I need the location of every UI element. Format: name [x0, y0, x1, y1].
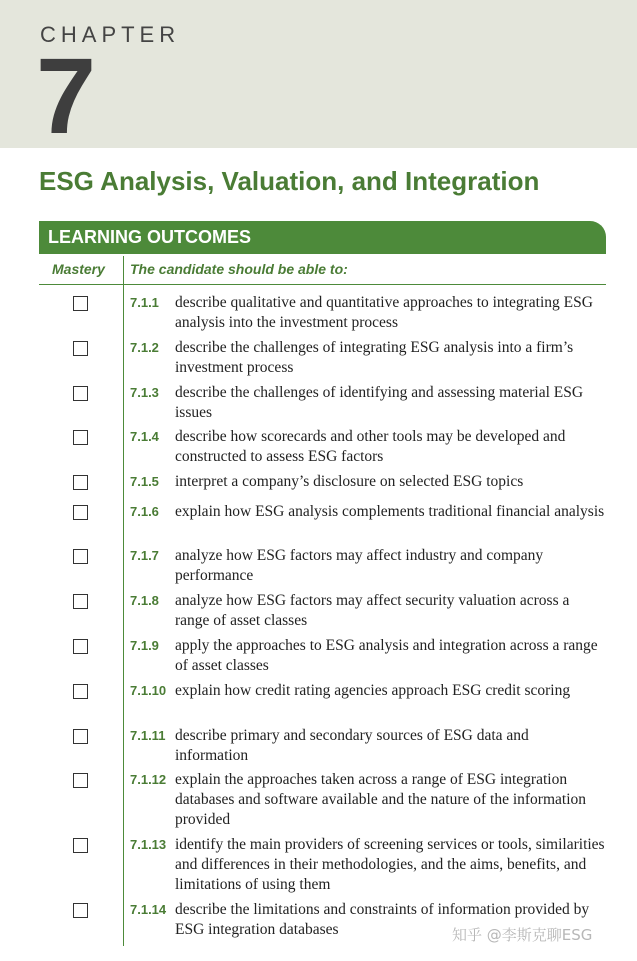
chapter-label: CHAPTER — [40, 22, 181, 47]
outcome-code: 7.1.10 — [130, 683, 167, 698]
outcome-text: interpret a company’s disclosure on selected ESG topics — [175, 473, 524, 490]
outcome-code: 7.1.6 — [130, 504, 159, 519]
mastery-checkbox[interactable] — [73, 386, 88, 401]
mastery-checkbox[interactable] — [73, 475, 88, 490]
learning-outcomes-title: LEARNING OUTCOMES — [48, 227, 252, 247]
chapter-band — [0, 0, 637, 156]
outcome-text: explain the approaches taken across a range of ESG integration databases and software available and the nature of the information provided — [175, 771, 587, 828]
outcome-code: 7.1.2 — [130, 340, 159, 355]
column-divider — [123, 256, 124, 946]
outcome-code: 7.1.9 — [130, 638, 159, 653]
outcome-code: 7.1.11 — [130, 728, 166, 743]
candidate-column-header: The candidate should be able to: — [130, 261, 348, 277]
outcome-text: describe how scorecards and other tools may be developed and constructed to assess ESG factors — [175, 428, 566, 465]
outcome-code: 7.1.7 — [130, 548, 159, 563]
learning-outcomes-header — [39, 221, 606, 254]
page-title: ESG Analysis, Valuation, and Integration — [39, 166, 540, 196]
outcome-code: 7.1.8 — [130, 593, 159, 608]
mastery-checkbox[interactable] — [73, 505, 88, 520]
mastery-checkbox[interactable] — [73, 639, 88, 654]
outcome-text: describe primary and secondary sources of ESG data and information — [175, 727, 529, 764]
mastery-checkbox[interactable] — [73, 296, 88, 311]
outcome-code: 7.1.13 — [130, 837, 167, 852]
mastery-checkbox[interactable] — [73, 838, 88, 853]
mastery-checkbox[interactable] — [73, 773, 88, 788]
outcome-text: explain how credit rating agencies approach ESG credit scoring — [175, 682, 571, 699]
outcome-text: apply the approaches to ESG analysis and integration across a range of asset classes — [175, 637, 598, 674]
outcome-code: 7.1.3 — [130, 385, 159, 400]
mastery-checkbox[interactable] — [73, 341, 88, 356]
mastery-column-header: Mastery — [52, 261, 105, 277]
mastery-checkbox[interactable] — [73, 684, 88, 699]
outcome-text: explain how ESG analysis complements traditional financial analysis — [175, 503, 605, 520]
outcome-code: 7.1.12 — [130, 772, 167, 787]
watermark: 知乎 @李斯克聊ESG — [452, 926, 593, 944]
mastery-checkbox[interactable] — [73, 430, 88, 445]
outcome-code: 7.1.14 — [130, 902, 167, 917]
mastery-checkbox[interactable] — [73, 549, 88, 564]
outcome-text: describe the challenges of integrating ESG analysis into a firm’s investment process — [175, 339, 574, 376]
outcome-code: 7.1.1 — [130, 295, 159, 310]
outcome-text: describe qualitative and quantitative approaches to integrating ESG analysis into the investment process — [175, 294, 593, 331]
header-divider — [39, 284, 606, 285]
outcome-text: describe the challenges of identifying and assessing material ESG issues — [175, 384, 584, 421]
outcome-text: describe the limitations and constraints of information provided by ESG integration databases — [175, 901, 590, 938]
outcome-code: 7.1.5 — [130, 474, 159, 489]
outcome-code: 7.1.4 — [130, 429, 159, 444]
outcome-text: identify the main providers of screening services or tools, similarities and differences in their methodologies, and the aims, benefits, and limitations of using them — [175, 836, 605, 893]
chapter-number: 7 — [36, 35, 97, 156]
mastery-checkbox[interactable] — [73, 594, 88, 609]
outcome-text: analyze how ESG factors may affect security valuation across a range of asset classes — [175, 592, 570, 629]
mastery-checkbox[interactable] — [73, 729, 88, 744]
outcome-text: analyze how ESG factors may affect industry and company performance — [175, 547, 544, 584]
mastery-checkbox[interactable] — [73, 903, 88, 918]
